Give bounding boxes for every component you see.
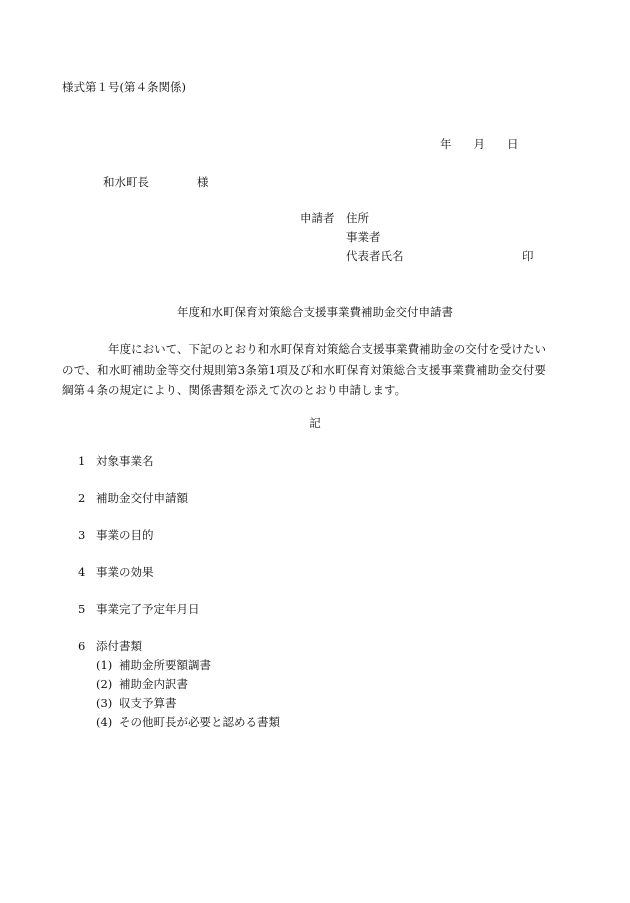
date-day: 日 [507, 137, 519, 151]
date-line [440, 139, 519, 151]
body-paragraph [62, 339, 546, 401]
list-item: 5 事業完了予定年月日 [78, 602, 200, 616]
attachment-item: (2) 補助金内訳書 [96, 677, 188, 691]
attachment-item: (3) 収支予算書 [96, 696, 177, 710]
date-year: 年 [440, 137, 452, 151]
applicant-label: 申請者 [300, 211, 335, 225]
attachment-item: (4) その他町長が必要と認める書類 [96, 715, 280, 729]
addressee-name: 和水町長 [103, 175, 149, 189]
date-month: 月 [473, 137, 485, 151]
form-label: 様式第１号(第４条関係) [62, 80, 186, 94]
attachment-item: (1) 補助金所要額調書 [96, 658, 211, 672]
list-item: 6 添付書類 [78, 639, 142, 653]
addressee [103, 177, 209, 189]
list-item: 3 事業の目的 [78, 528, 154, 542]
document-title: 年度和水町保育対策総合支援事業費補助金交付申請書 [177, 305, 453, 319]
seal-mark: 印 [522, 249, 534, 263]
body-text: 年度において、下記のとおり和水町保育対策総合支援事業費補助金の交付を受けたいので、和水町補助金等交付規則第3条第1項及び和水町保育対策総合支援事業費補助金交付要綱第４条の規定により、関係書類を添えて次のとおり申請します。 [62, 342, 546, 397]
list-item: 2 補助金交付申請額 [78, 491, 188, 505]
ki-heading: 記 [309, 416, 321, 430]
applicant-representative-label: 代表者氏名 [346, 249, 404, 263]
applicant-address-label: 住所 [346, 211, 369, 225]
list-item: 1 対象事業名 [78, 454, 154, 468]
list-item: 4 事業の効果 [78, 565, 154, 579]
addressee-honorific: 様 [197, 175, 209, 189]
applicant-business-label: 事業者 [346, 230, 381, 244]
